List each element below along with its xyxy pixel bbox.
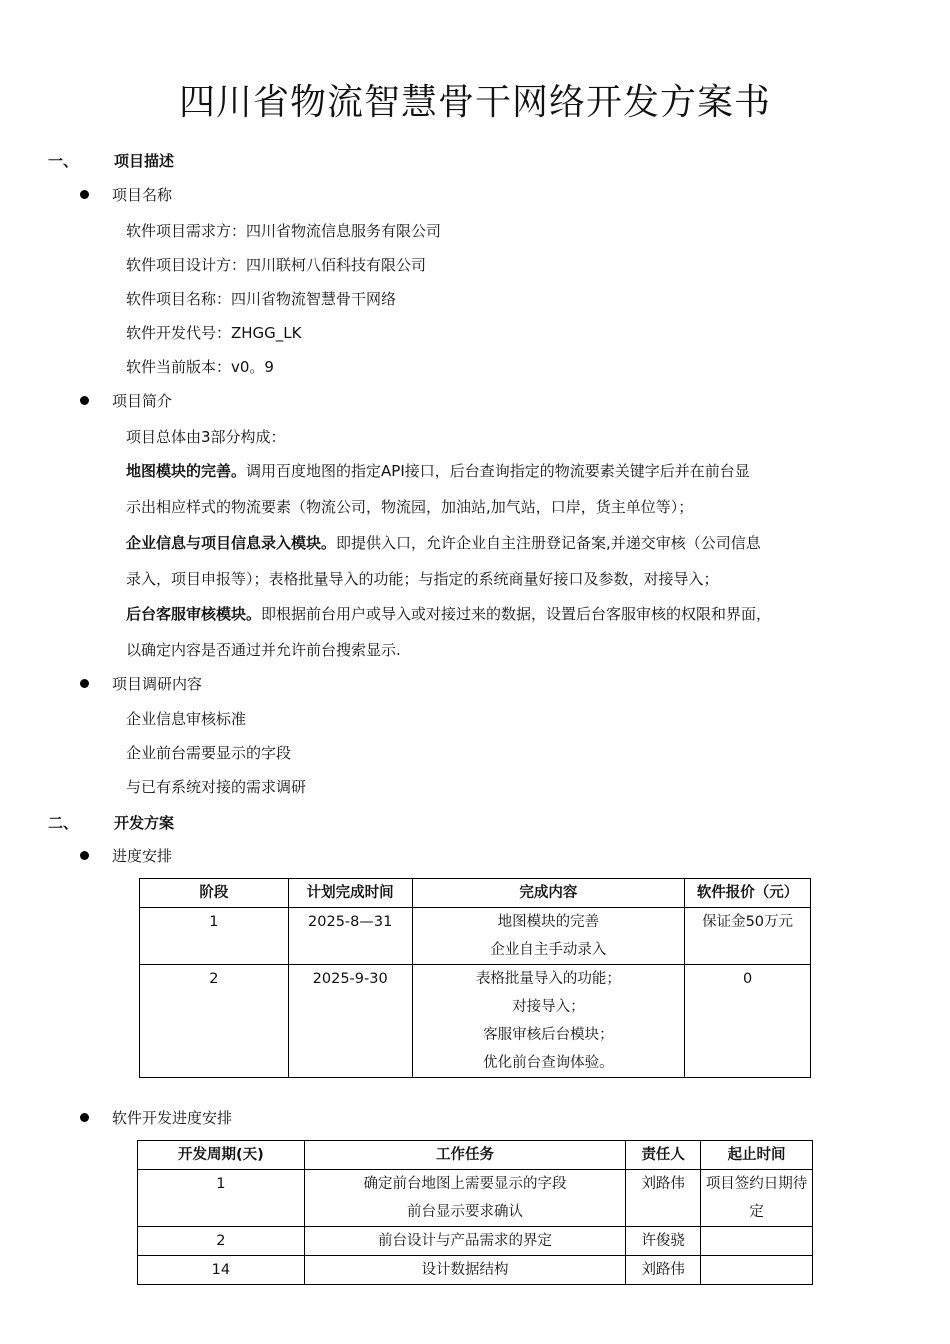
bullet-label: 软件开发进度安排 [112,1109,233,1127]
module-3-paragraph [126,603,771,624]
module-1-text-cont: 示出相应样式的物流要素（物流公司，物流园，加油站,加气站，口岸，货主单位等）； [126,498,694,516]
bullet-dev-schedule [80,1107,232,1128]
module-3-text-cont: 以确定内容是否通过并允许前台搜索显示. [126,641,401,659]
content-line: 企业自主手动录入 [490,942,607,958]
content-cell [412,908,685,965]
stage-cell: 2 [140,965,289,1078]
section-1-heading [48,150,174,171]
section-2-title: 开发方案 [114,814,175,832]
header-cell: 工作任务 [304,1141,625,1170]
content-line: 客服审核后台模块； [483,1027,614,1043]
intro-lead: 项目总体由3部分构成： [126,428,286,446]
content-line: 优化前台查询体验。 [483,1055,614,1071]
price-cell: 保证金50万元 [685,908,811,965]
bullet-label: 项目调研内容 [112,675,203,693]
owner-cell: 许俊骁 [626,1227,701,1256]
task-line: 确定前台地图上需要显示的字段 [363,1176,567,1192]
table-row [138,1256,813,1285]
bullet-research [80,673,202,694]
bullet-label: 进度安排 [112,847,173,865]
owner-cell: 刘路伟 [626,1170,701,1227]
date-cell: 2025-9-30 [288,965,412,1078]
module-1-text: 调用百度地图的指定API接口，后台查询指定的物流要素关键字后并在前台显 [246,462,750,480]
bullet-schedule [80,845,172,866]
header-cell: 完成内容 [412,879,685,908]
table-row [138,1170,813,1227]
content-cell [412,965,685,1078]
bullet-project-name [80,184,172,205]
module-1-paragraph [126,460,750,481]
bullet-dot-icon [80,190,89,199]
module-3-title: 后台客服审核模块。 [126,605,262,623]
dev-schedule-table [137,1140,813,1285]
module-2-text: 即提供入口，允许企业自主注册登记备案,并递交审核（公司信息 [336,534,761,552]
bullet-dot-icon [80,679,89,688]
research-line: 企业前台需要显示的字段 [126,744,292,762]
time-cell [701,1227,813,1256]
bullet-dot-icon [80,851,89,860]
table-row [140,908,811,965]
price-cell: 0 [685,965,811,1078]
table-row [138,1227,813,1256]
info-line: 软件项目设计方：四川联柯八佰科技有限公司 [126,256,427,274]
content-line: 对接导入； [512,999,585,1015]
module-1-title: 地图模块的完善。 [126,462,247,480]
header-cell: 阶段 [140,879,289,908]
task-cell [304,1170,625,1227]
info-line: 软件项目名称：四川省物流智慧骨干网络 [126,290,397,308]
content-line: 表格批量导入的功能； [475,971,621,987]
module-2-paragraph [126,532,761,553]
bullet-dot-icon [80,396,89,405]
header-cell: 开发周期(天) [138,1141,305,1170]
info-line: 软件项目需求方：四川省物流信息服务有限公司 [126,222,442,240]
bullet-label: 项目简介 [112,392,173,410]
section-1-title: 项目描述 [114,152,175,170]
header-cell: 责任人 [626,1141,701,1170]
research-line: 与已有系统对接的需求调研 [126,778,307,796]
header-cell: 起止时间 [701,1141,813,1170]
research-line: 企业信息审核标准 [126,710,247,728]
module-3-text: 即根据前台用户或导入或对接过来的数据，设置后台客服审核的权限和界面， [261,605,772,623]
owner-cell: 刘路伟 [626,1256,701,1285]
section-1-number: 一、 [48,152,79,170]
task-cell [304,1256,625,1285]
date-cell: 2025-8—31 [288,908,412,965]
bullet-project-intro [80,390,172,411]
header-cell: 计划完成时间 [288,879,412,908]
schedule-table [139,878,811,1078]
section-2-heading [48,812,174,833]
document-title: 四川省物流智慧骨干网络开发方案书 [178,82,771,123]
table-header-row [140,879,811,908]
days-cell: 1 [138,1170,305,1227]
header-cell: 软件报价（元） [685,879,811,908]
bullet-dot-icon [80,1113,89,1122]
days-cell: 14 [138,1256,305,1285]
time-cell [701,1256,813,1285]
task-line: 设计数据结构 [421,1262,509,1278]
table-row [140,965,811,1078]
time-cell: 项目签约日期待定 [701,1170,813,1227]
table-header-row [138,1141,813,1170]
task-line: 前台显示要求确认 [407,1204,523,1220]
module-2-text-cont: 录入，项目申报等）；表格批量导入的功能；与指定的系统商量好接口及参数，对接导入； [126,570,719,588]
stage-cell: 1 [140,908,289,965]
task-line: 前台设计与产品需求的界定 [378,1233,552,1249]
module-2-title: 企业信息与项目信息录入模块。 [126,534,337,552]
task-cell [304,1227,625,1256]
bullet-label: 项目名称 [112,186,173,204]
content-line: 地图模块的完善 [497,914,600,930]
section-2-number: 二、 [48,814,79,832]
days-cell: 2 [138,1227,305,1256]
info-line: 软件开发代号：ZHGG_LK [126,324,302,342]
info-line: 软件当前版本：v0。9 [126,358,274,376]
